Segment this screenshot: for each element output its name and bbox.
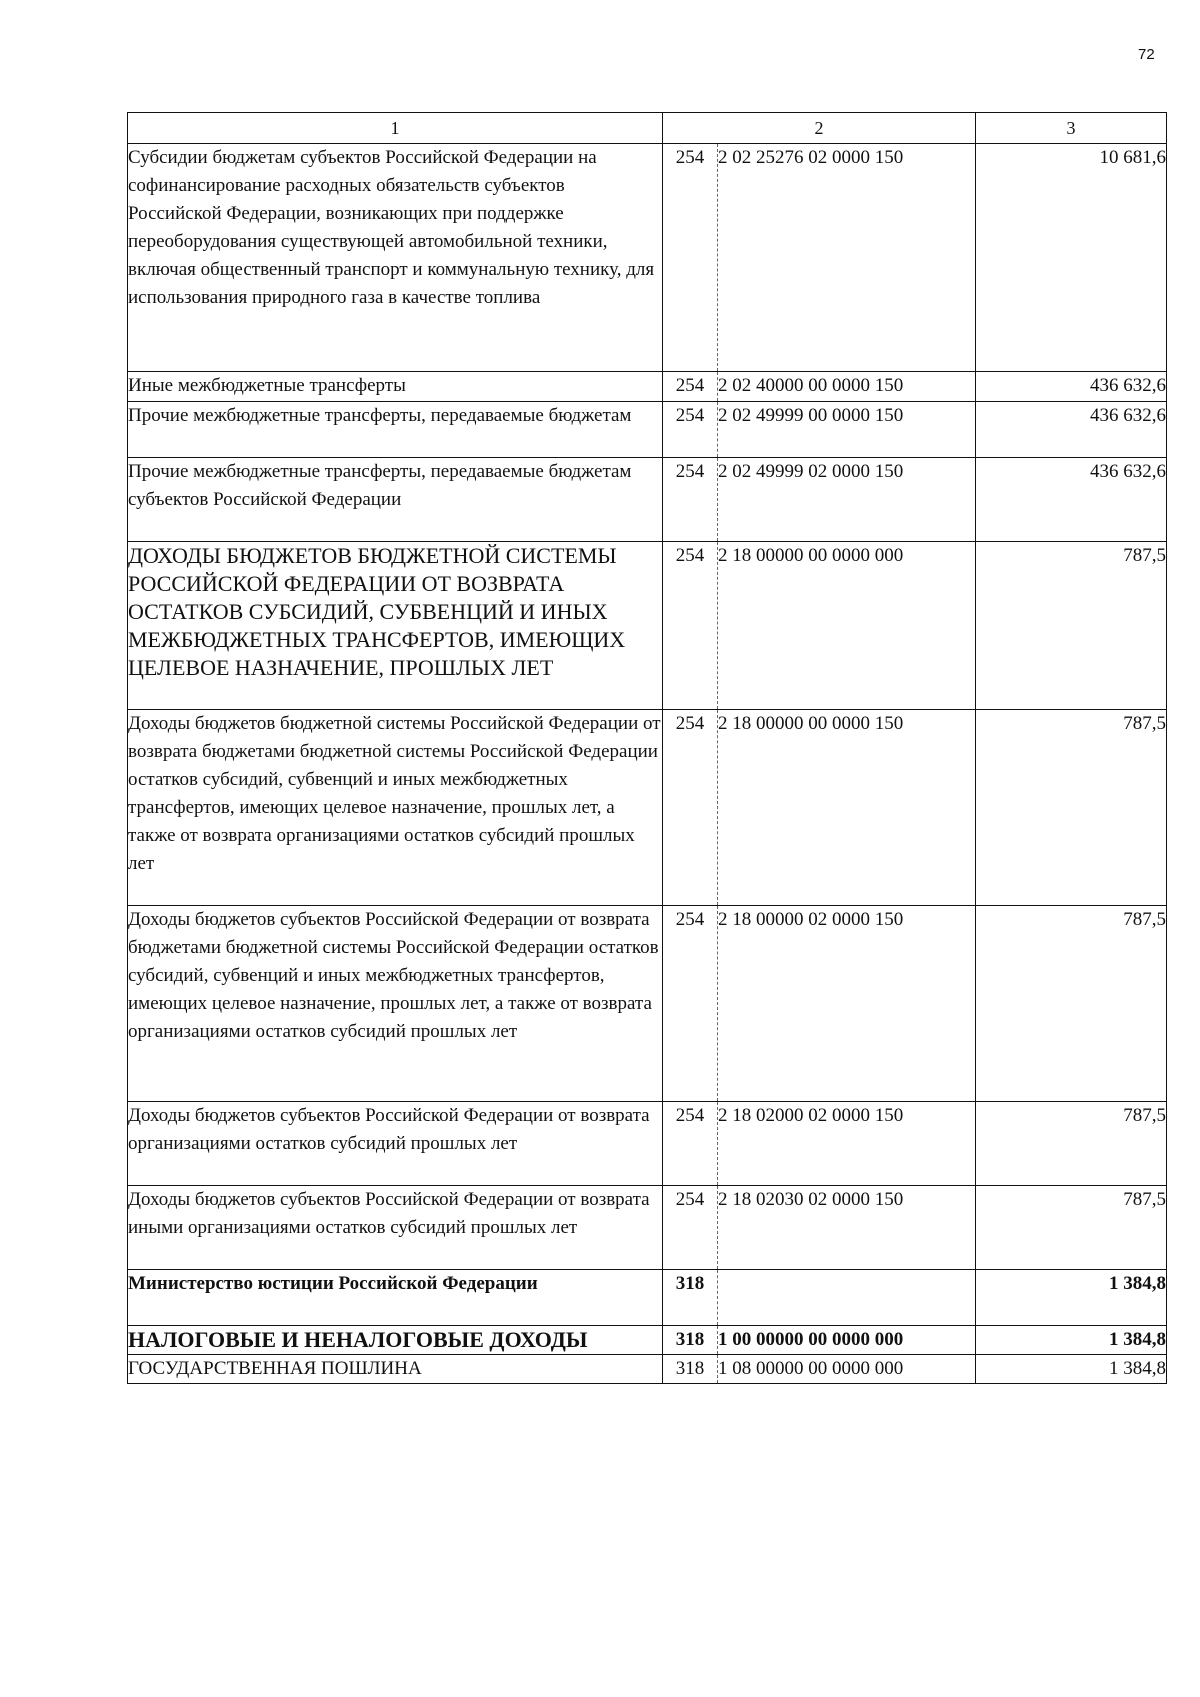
row-amount: 10 681,6 [976, 144, 1167, 372]
header-col-1: 1 [128, 113, 663, 144]
row-name: Доходы бюджетов бюджетной системы Российской Федерации от возврата бюджетами бюджетной системы Российской Федерации остатков субсидий, субвенций и иных межбюджетных трансфертов, имеющих целевое назначение, прошлых лет, а также от возврата организациями остатков субсидий прошлых лет [128, 710, 663, 906]
row-budget-code: 2 18 00000 02 0000 150 [718, 906, 976, 1102]
row-admin-code: 254 [663, 458, 718, 542]
row-admin-code: 254 [663, 710, 718, 906]
row-admin-code: 254 [663, 906, 718, 1102]
row-name: Доходы бюджетов субъектов Российской Федерации от возврата организациями остатков субсидий прошлых лет [128, 1102, 663, 1186]
row-name: Министерство юстиции Российской Федерации [128, 1270, 663, 1326]
row-name: Прочие межбюджетные трансферты, передаваемые бюджетам [128, 402, 663, 458]
row-amount: 1 384,8 [976, 1270, 1167, 1326]
row-amount: 787,5 [976, 1102, 1167, 1186]
table-header-row [128, 113, 1167, 144]
row-name: ГОСУДАРСТВЕННАЯ ПОШЛИНА [128, 1355, 663, 1384]
row-budget-code: 2 02 49999 02 0000 150 [718, 458, 976, 542]
row-admin-code: 254 [663, 144, 718, 372]
table-row [128, 1186, 1167, 1270]
row-admin-code: 318 [663, 1270, 718, 1326]
table-row [128, 542, 1167, 710]
row-budget-code [718, 1270, 976, 1326]
table-row [128, 372, 1167, 402]
row-name: Прочие межбюджетные трансферты, передаваемые бюджетам субъектов Российской Федерации [128, 458, 663, 542]
row-budget-code: 2 18 02030 02 0000 150 [718, 1186, 976, 1270]
row-name: Доходы бюджетов субъектов Российской Федерации от возврата бюджетами бюджетной системы Российской Федерации остатков субсидий, субвенций и иных межбюджетных трансфертов, имеющих целевое назначение, прошлых лет, а также от возврата организациями остатков субсидий прошлых лет [128, 906, 663, 1102]
row-admin-code: 254 [663, 1102, 718, 1186]
table-row [128, 1270, 1167, 1326]
row-budget-code: 2 18 00000 00 0000 150 [718, 710, 976, 906]
row-name: НАЛОГОВЫЕ И НЕНАЛОГОВЫЕ ДОХОДЫ [128, 1326, 663, 1355]
row-amount: 787,5 [976, 1186, 1167, 1270]
header-col-3: 3 [976, 113, 1167, 144]
table-row [128, 1355, 1167, 1384]
table-row [128, 144, 1167, 372]
row-budget-code: 2 18 00000 00 0000 000 [718, 542, 976, 710]
row-admin-code: 318 [663, 1326, 718, 1355]
row-admin-code: 254 [663, 1186, 718, 1270]
revenue-table [127, 112, 1167, 1384]
table-row [128, 1326, 1167, 1355]
row-budget-code: 2 02 25276 02 0000 150 [718, 144, 976, 372]
row-amount: 436 632,6 [976, 402, 1167, 458]
header-col-2: 2 [663, 113, 976, 144]
row-name: Доходы бюджетов субъектов Российской Федерации от возврата иными организациями остатков субсидий прошлых лет [128, 1186, 663, 1270]
table-row [128, 906, 1167, 1102]
row-amount: 436 632,6 [976, 372, 1167, 402]
row-amount: 1 384,8 [976, 1355, 1167, 1384]
row-admin-code: 254 [663, 542, 718, 710]
row-admin-code: 254 [663, 402, 718, 458]
row-budget-code: 1 08 00000 00 0000 000 [718, 1355, 976, 1384]
row-name: Иные межбюджетные трансферты [128, 372, 663, 402]
table-row [128, 710, 1167, 906]
row-budget-code: 2 18 02000 02 0000 150 [718, 1102, 976, 1186]
row-name: ДОХОДЫ БЮДЖЕТОВ БЮДЖЕТНОЙ СИСТЕМЫ РОССИЙСКОЙ ФЕДЕРАЦИИ ОТ ВОЗВРАТА ОСТАТКОВ СУБСИДИЙ, СУБВЕНЦИЙ И ИНЫХ МЕЖБЮДЖЕТНЫХ ТРАНСФЕРТОВ, ИМЕЮЩИХ ЦЕЛЕВОЕ НАЗНАЧЕНИЕ, ПРОШЛЫХ ЛЕТ [128, 542, 663, 710]
row-name: Субсидии бюджетам субъектов Российской Федерации на софинансирование расходных обязательств субъектов Российской Федерации, возникающих при поддержке переоборудования существующей автомобильной техники, включая общественный транспорт и коммунальную технику, для использования природного газа в качестве топлива [128, 144, 663, 372]
page-number: 72 [1138, 46, 1155, 63]
table-row [128, 458, 1167, 542]
row-amount: 1 384,8 [976, 1326, 1167, 1355]
row-admin-code: 254 [663, 372, 718, 402]
table-row [128, 1102, 1167, 1186]
row-budget-code: 2 02 40000 00 0000 150 [718, 372, 976, 402]
table-row [128, 402, 1167, 458]
row-amount: 436 632,6 [976, 458, 1167, 542]
row-amount: 787,5 [976, 906, 1167, 1102]
row-amount: 787,5 [976, 542, 1167, 710]
row-budget-code: 2 02 49999 00 0000 150 [718, 402, 976, 458]
row-amount: 787,5 [976, 710, 1167, 906]
row-budget-code: 1 00 00000 00 0000 000 [718, 1326, 976, 1355]
row-admin-code: 318 [663, 1355, 718, 1384]
